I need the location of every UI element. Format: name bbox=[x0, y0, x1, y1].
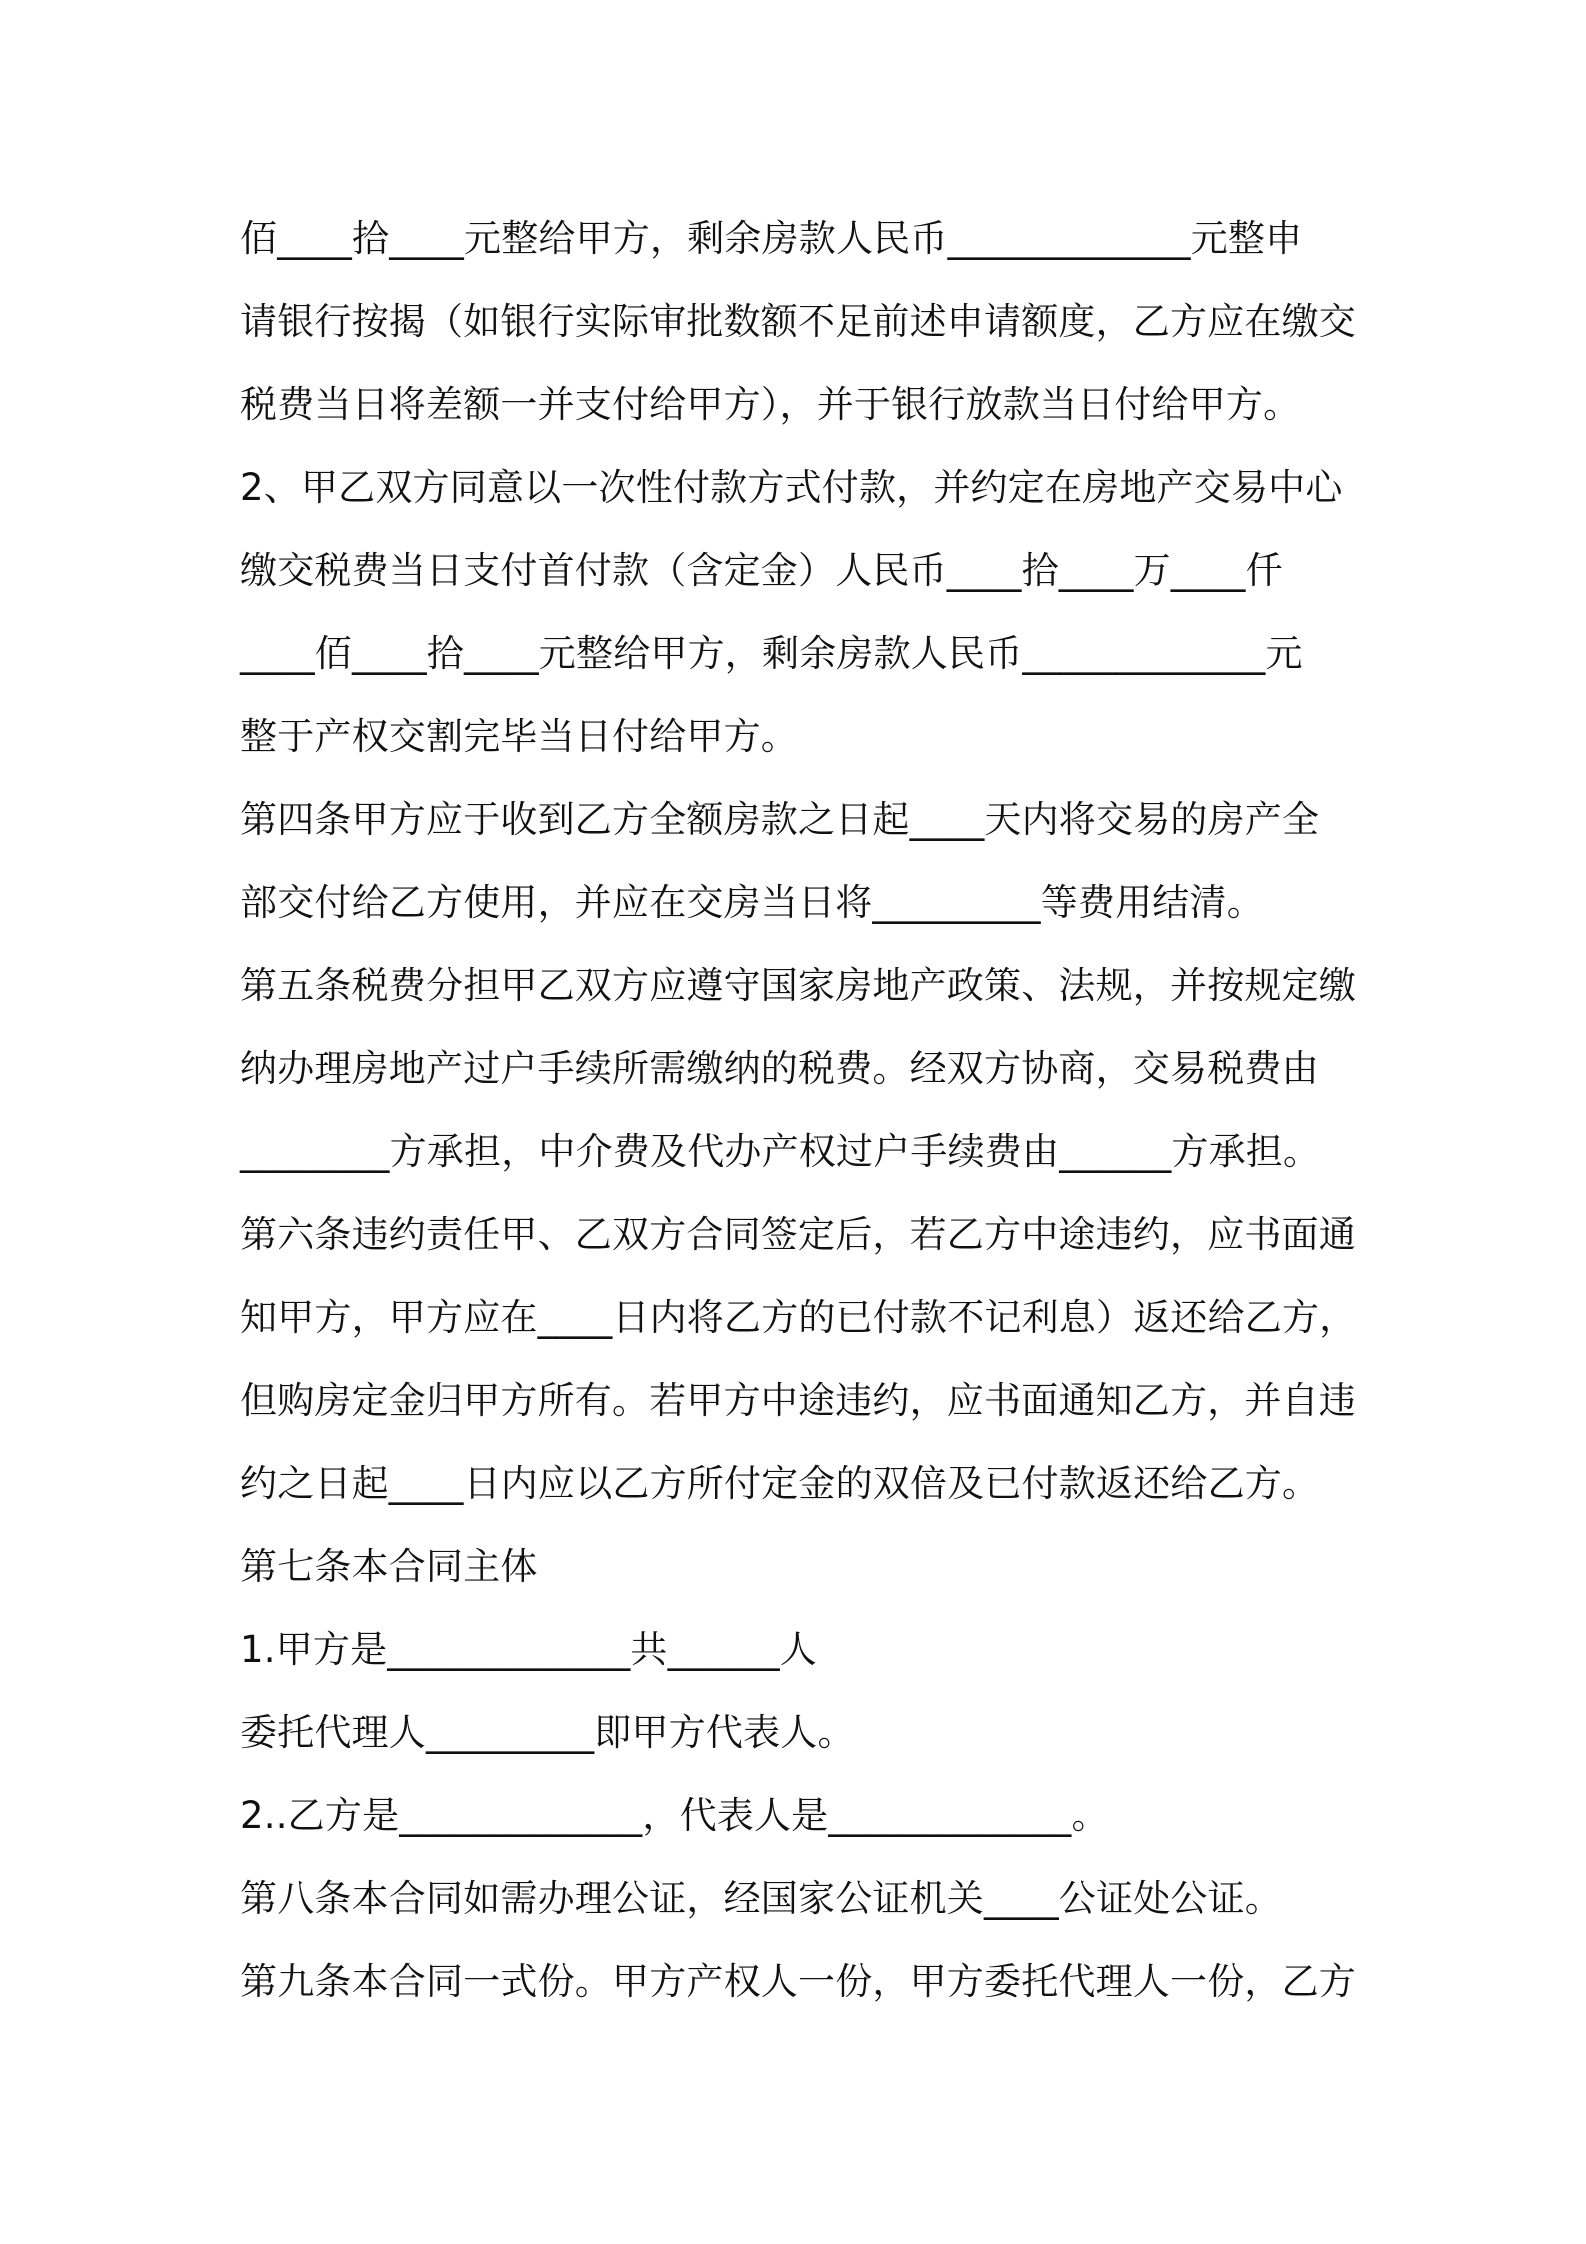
text-line: ________方承担，中介费及代办产权过户手续费由______方承担。 bbox=[240, 1130, 1321, 1173]
text-line: 纳办理房地产过户手续所需缴纳的税费。经双方协商，交易税费由 bbox=[240, 1047, 1319, 1090]
text-line: 第五条税费分担甲乙双方应遵守国家房地产政策、法规，并按规定缴 bbox=[240, 964, 1356, 1007]
text-line: 但购房定金归甲方所有。若甲方中途违约，应书面通知乙方，并自违 bbox=[240, 1379, 1356, 1422]
text-line: 第四条甲方应于收到乙方全额房款之日起____天内将交易的房产全 bbox=[240, 798, 1320, 841]
text-line: 整于产权交割完毕当日付给甲方。 bbox=[240, 715, 798, 758]
text-line: 第七条本合同主体 bbox=[240, 1545, 538, 1588]
text-line: 第九条本合同一式份。甲方产权人一份，甲方委托代理人一份，乙方 bbox=[240, 1960, 1356, 2003]
text-line: 约之日起____日内应以乙方所付定金的双倍及已付款返还给乙方。 bbox=[240, 1462, 1320, 1505]
text-line: 部交付给乙方使用，并应在交房当日将_________等费用结清。 bbox=[240, 881, 1264, 924]
text-line: 第六条违约责任甲、乙双方合同签定后，若乙方中途违约，应书面通 bbox=[240, 1213, 1356, 1256]
text-line: 请银行按揭（如银行实际审批数额不足前述申请额度，乙方应在缴交 bbox=[240, 300, 1356, 343]
text-line: 第八条本合同如需办理公证，经国家公证机关____公证处公证。 bbox=[240, 1877, 1282, 1920]
text-line: 知甲方，甲方应在____日内将乙方的已付款不记利息）返还给乙方， bbox=[240, 1296, 1357, 1339]
document-body bbox=[240, 197, 1360, 2023]
text-line: 佰____拾____元整给甲方，剩余房款人民币_____________元整申 bbox=[240, 217, 1303, 260]
text-line: 税费当日将差额一并支付给甲方），并于银行放款当日付给甲方。 bbox=[240, 383, 1301, 426]
text-line: 缴交税费当日支付首付款（含定金）人民币____拾____万____仟 bbox=[240, 549, 1283, 592]
text-line: 1.甲方是_____________共______人 bbox=[240, 1628, 818, 1671]
text-line: 2..乙方是_____________，代表人是_____________。 bbox=[240, 1794, 1109, 1837]
text-line: 委托代理人_________即甲方代表人。 bbox=[240, 1711, 855, 1754]
text-line: ____佰____拾____元整给甲方，剩余房款人民币_____________元 bbox=[240, 632, 1303, 675]
text-line: 2、甲乙双方同意以一次性付款方式付款，并约定在房地产交易中心 bbox=[240, 466, 1343, 509]
